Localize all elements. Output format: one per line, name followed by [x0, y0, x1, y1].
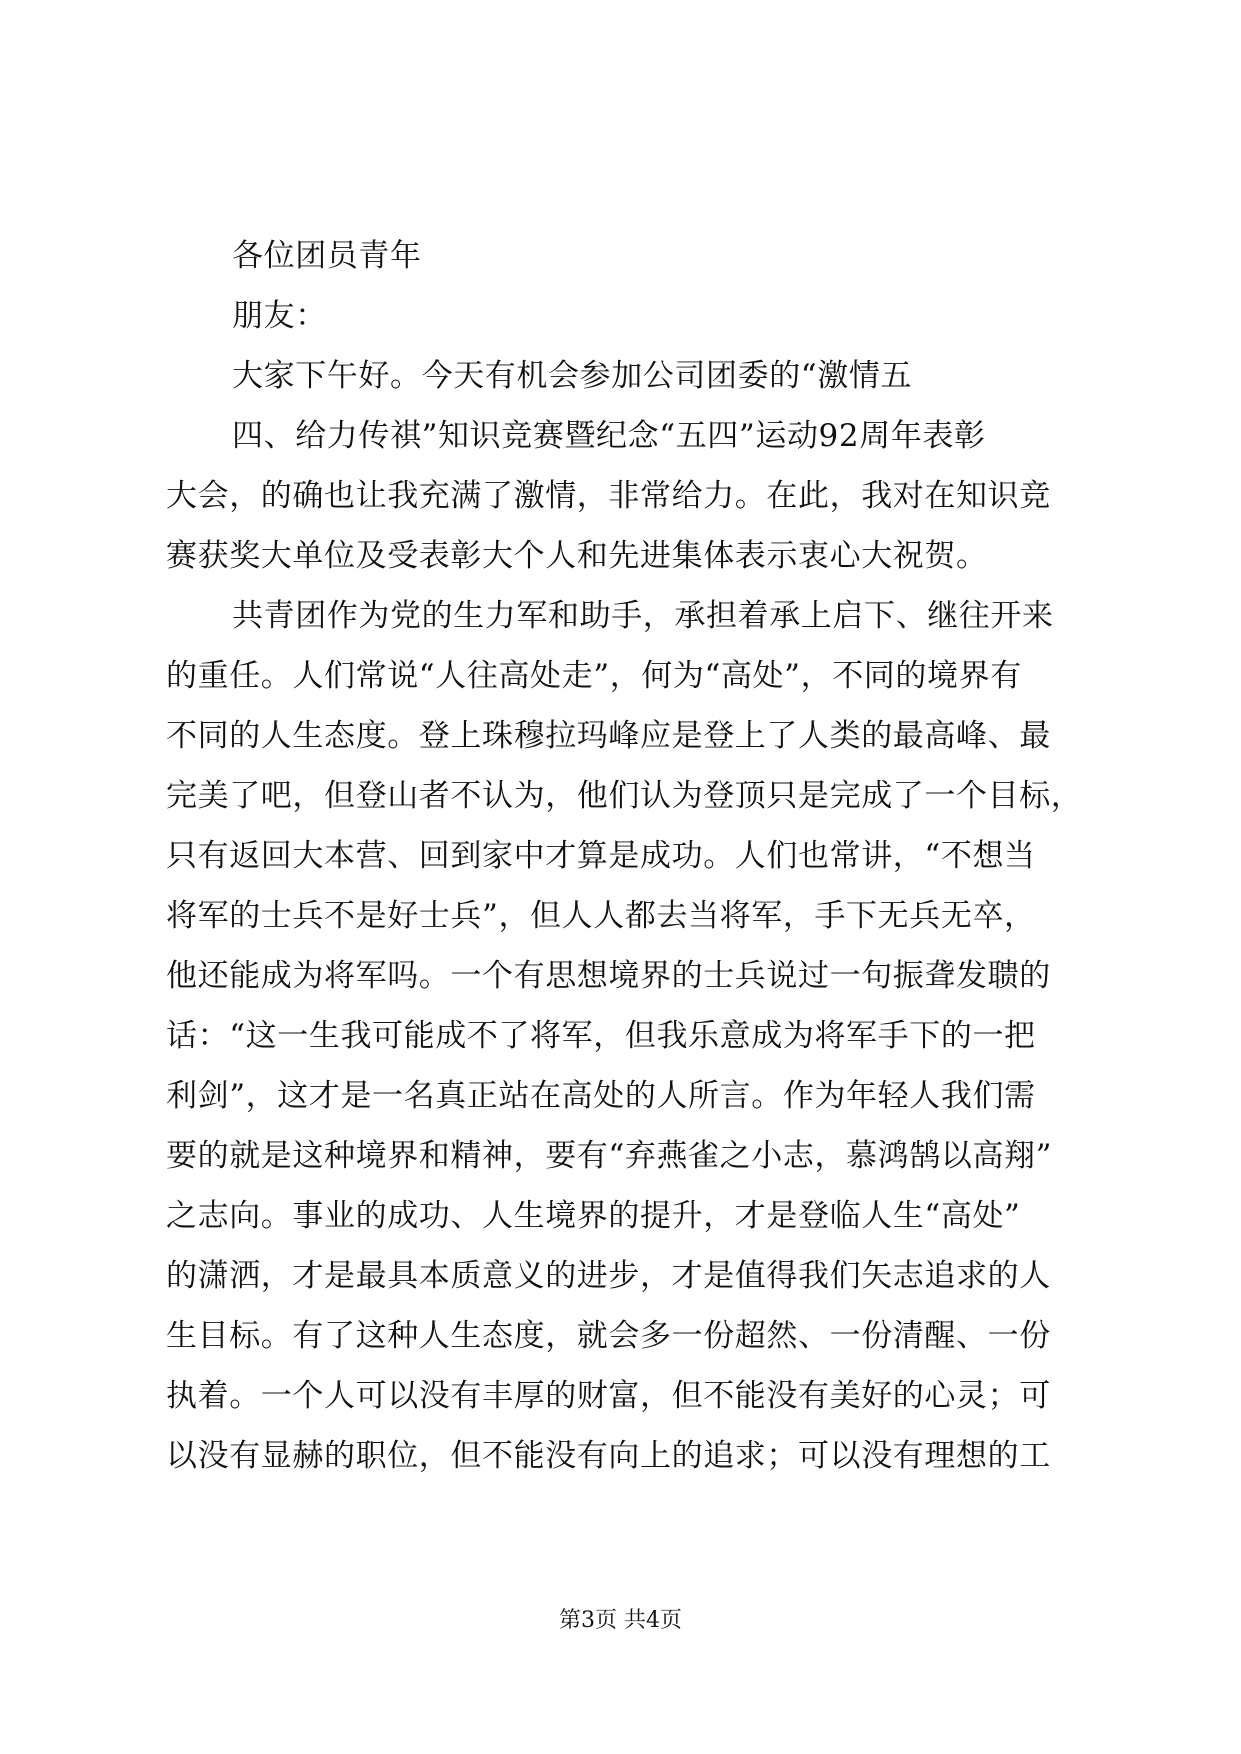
paragraph-line: 共青团作为党的生力军和助手，承担着承上启下、继往开来 [232, 598, 1054, 634]
salutation-line-2: 朋友： [232, 298, 327, 334]
paragraph-line: 的重任。人们常说“人往高处走”，何为“高处”，不同的境界有 [166, 658, 1022, 694]
paragraph-line: 将军的士兵不是好士兵”，但人人都去当将军，手下无兵无卒， [166, 898, 1036, 934]
paragraph-line: 赛获奖大单位及受表彰大个人和先进集体表示衷心大祝贺。 [166, 538, 988, 574]
paragraph-line: 执着。一个人可以没有丰厚的财富，但不能没有美好的心灵；可 [166, 1378, 1051, 1414]
paragraph-line: 他还能成为将军吗。一个有思想境界的士兵说过一句振聋发聩的 [166, 958, 1051, 994]
paragraph-line: 四、给力传祺”知识竞赛暨纪念“五四”运动92周年表彰 [232, 418, 986, 454]
paragraph-line: 完美了吧，但登山者不认为，他们认为登顶只是完成了一个目标， [166, 778, 1083, 814]
paragraph-line: 的潇洒，才是最具本质意义的进步，才是值得我们矢志追求的人 [166, 1258, 1051, 1294]
paragraph-line: 大会，的确也让我充满了激情，非常给力。在此，我对在知识竞 [166, 478, 1051, 514]
paragraph-line: 只有返回大本营、回到家中才算是成功。人们也常讲，“不想当 [166, 838, 1036, 874]
page-number-footer: 第3页 共4页 [559, 1608, 682, 1633]
paragraph-line: 生目标。有了这种人生态度，就会多一份超然、一份清醒、一份 [166, 1318, 1051, 1354]
paragraph-line: 大家下午好。今天有机会参加公司团委的“激情五 [232, 358, 913, 394]
paragraph-line: 不同的人生态度。登上珠穆拉玛峰应是登上了人类的最高峰、最 [166, 718, 1051, 754]
paragraph-line: 以没有显赫的职位，但不能没有向上的追求；可以没有理想的工 [166, 1438, 1051, 1474]
paragraph-line: 利剑”，这才是一名真正站在高处的人所言。作为年轻人我们需 [166, 1078, 1036, 1114]
document-body [166, 226, 1083, 1486]
paragraph-line: 要的就是这种境界和精神，要有“弃燕雀之小志，慕鸿鹄以高翔” [166, 1138, 1053, 1174]
paragraph-line: 话：“这一生我可能成不了将军，但我乐意成为将军手下的一把 [166, 1018, 1036, 1054]
paragraph-line: 之志向。事业的成功、人生境界的提升，才是登临人生“高处” [166, 1198, 1021, 1234]
salutation-line-1: 各位团员青年 [232, 238, 422, 274]
